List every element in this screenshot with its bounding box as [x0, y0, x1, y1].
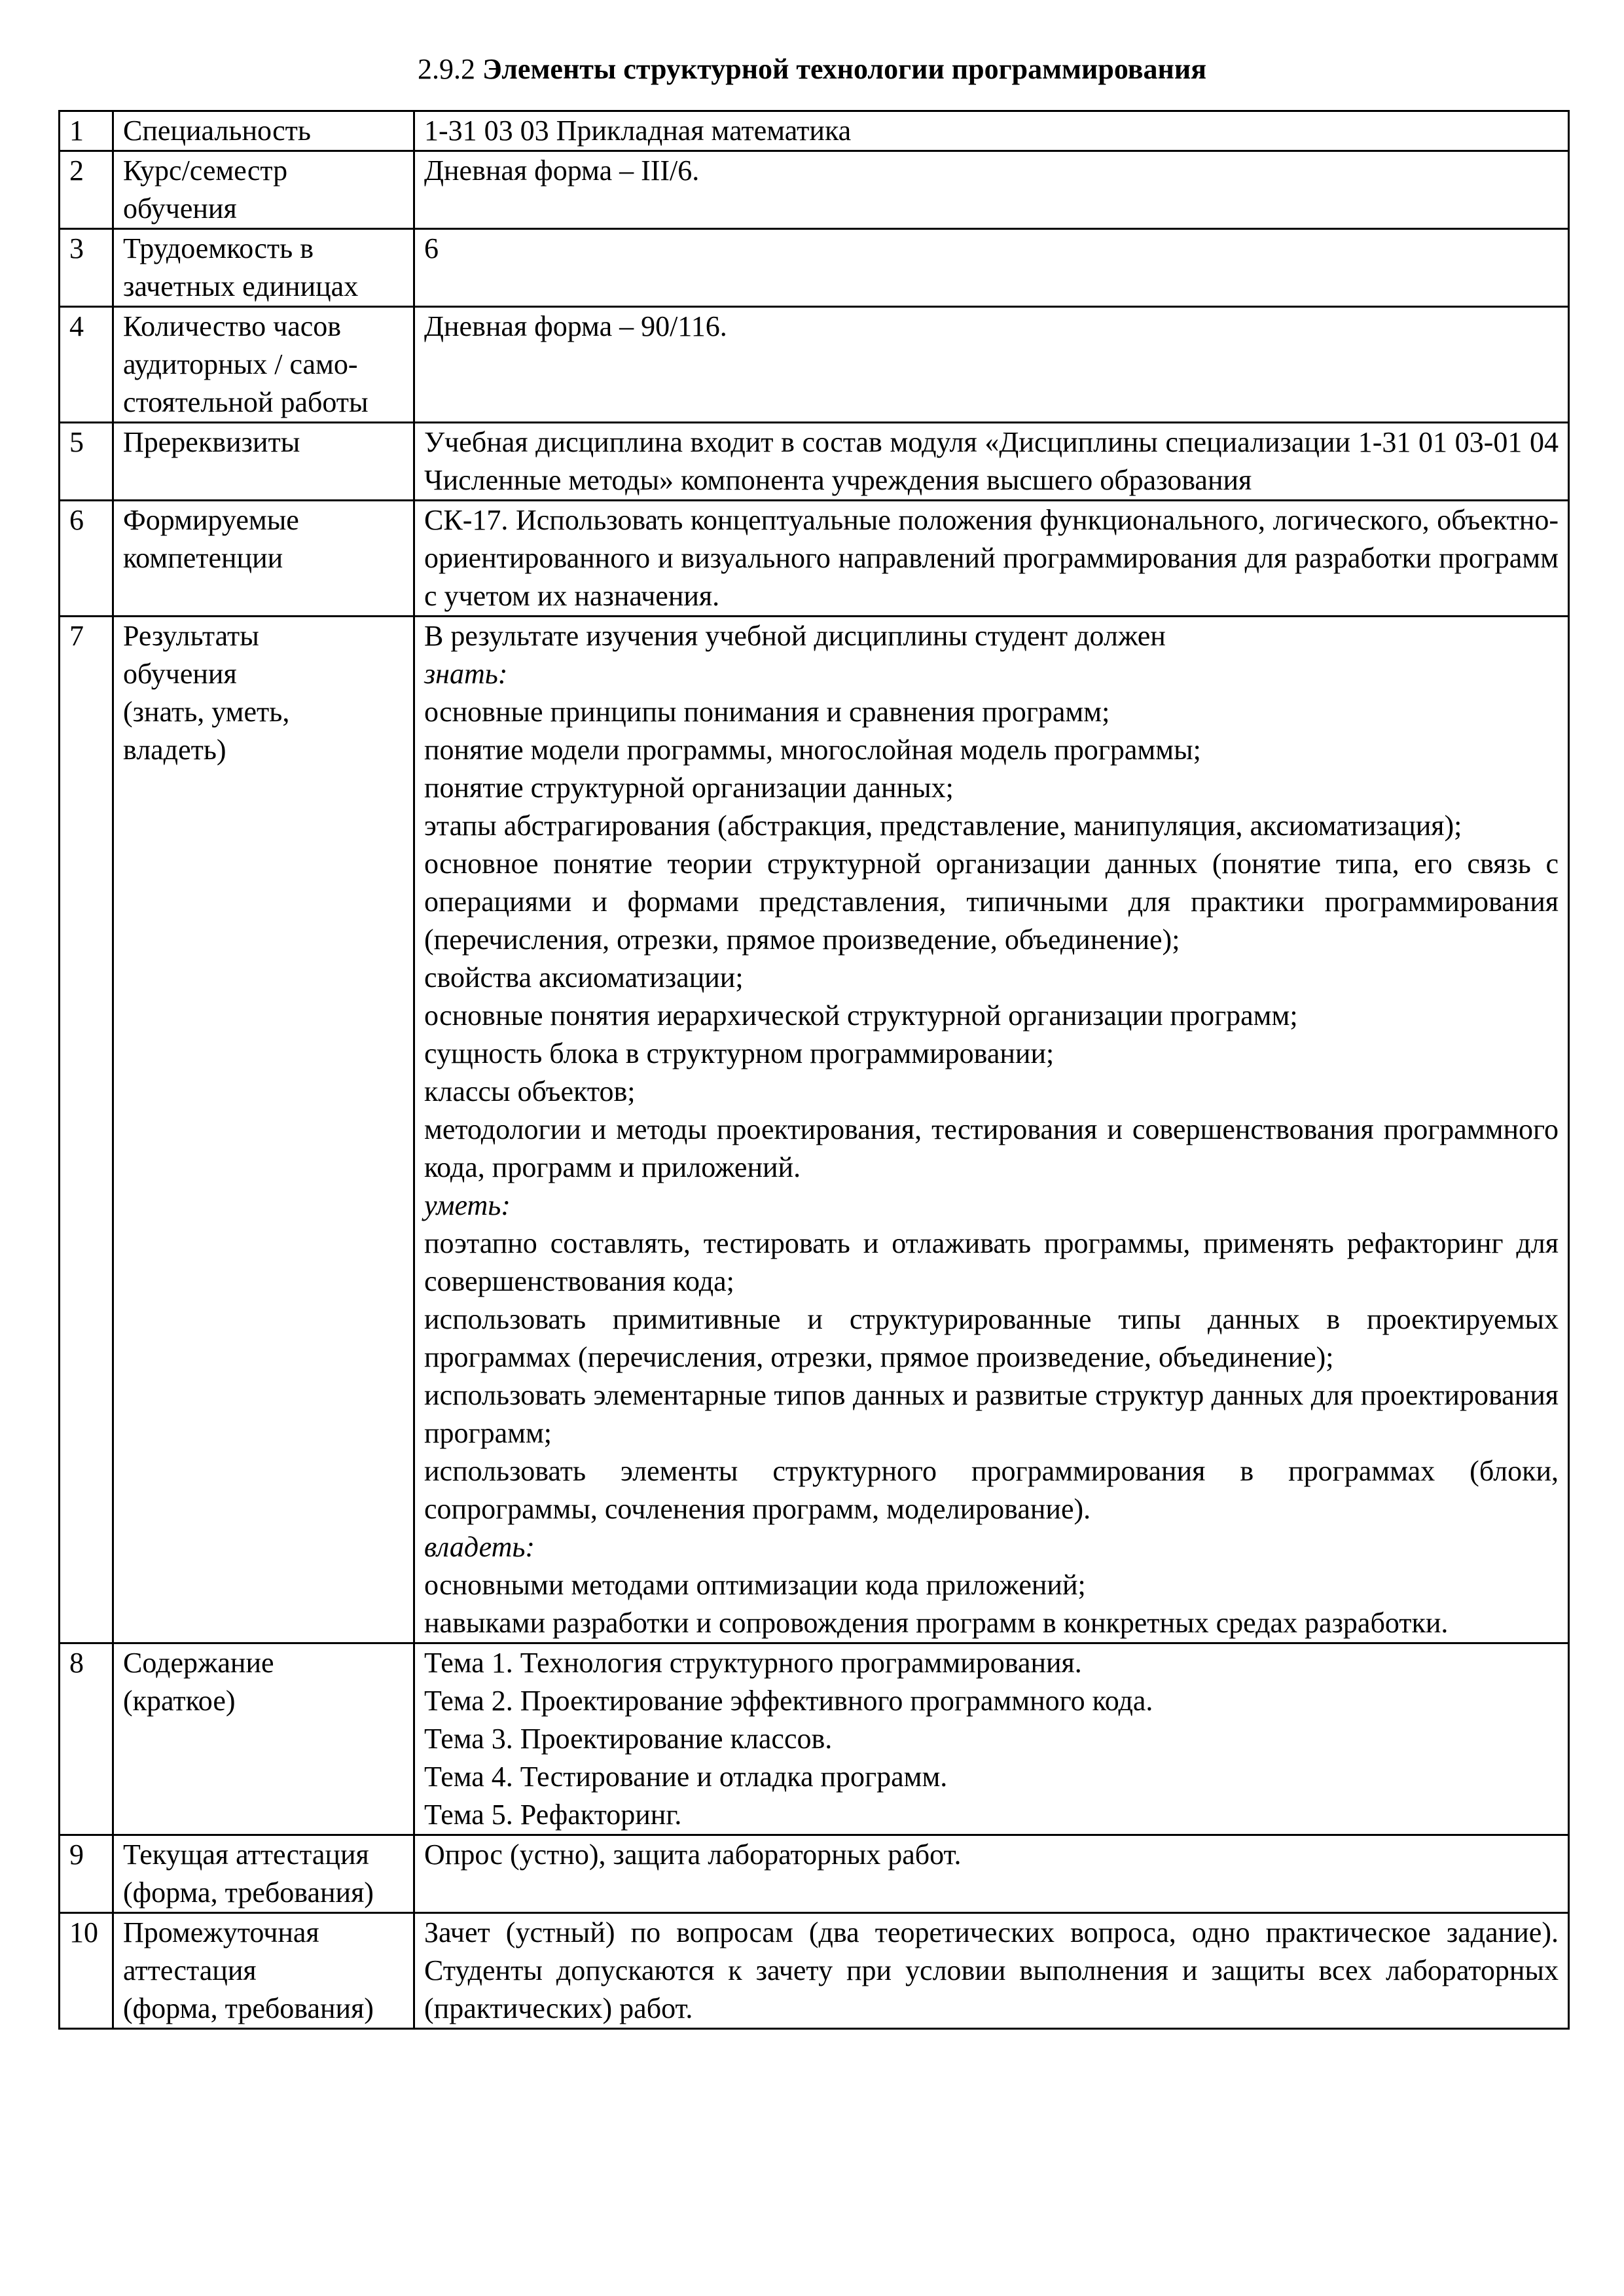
row-value: СК-17. Использовать концептуальные положения функционального, логического, объектно-ориентированного и визуального направлений программирования для разработки программ с учетом их назначения. — [414, 501, 1569, 617]
row-number: 10 — [60, 1913, 113, 2029]
knowledge-heading: знать: — [424, 658, 508, 690]
row-label: Специальность — [113, 111, 414, 151]
table-row — [60, 1913, 1569, 2029]
row-number: 2 — [60, 151, 113, 229]
skills-heading: уметь: — [424, 1189, 511, 1221]
row-label: Содержание (краткое) — [113, 1643, 414, 1835]
table-row — [60, 307, 1569, 423]
row-number: 1 — [60, 111, 113, 151]
table-row — [60, 111, 1569, 151]
row-value: Зачет (устный) по вопросам (два теоретических вопроса, одно практическое задание). Студенты допускаются к зачету при условии выполнения и защиты всех лабораторных (практических) работ. — [414, 1913, 1569, 2029]
row-value: Тема 1. Технология структурного программирования. Тема 2. Проектирование эффективного программного кода. Тема 3. Проектирование классов. Тема 4. Тестирование и отладка программ. Тема 5. Рефакторинг. — [414, 1643, 1569, 1835]
row-number: 4 — [60, 307, 113, 423]
row-number: 3 — [60, 229, 113, 307]
row-label: Трудоемкость в зачетных единицах — [113, 229, 414, 307]
row-value: Учебная дисциплина входит в состав модуля «Дисциплины специализации 1-31 01 03-01 04 Численные методы» компонента учреждения высшего образования — [414, 423, 1569, 501]
table-row — [60, 1835, 1569, 1913]
row-label: Промежуточная аттестация (форма, требования) — [113, 1913, 414, 2029]
table-row — [60, 617, 1569, 1643]
row-label: Количество часов аудиторных / само- стоятельной работы — [113, 307, 414, 423]
row-value: 6 — [414, 229, 1569, 307]
row-label: Курс/семестр обучения — [113, 151, 414, 229]
page-title — [0, 51, 1624, 88]
section-name: Элементы структурной технологии программирования — [482, 53, 1207, 85]
table-row — [60, 229, 1569, 307]
row-number: 9 — [60, 1835, 113, 1913]
row-number: 6 — [60, 501, 113, 617]
table-row — [60, 501, 1569, 617]
section-number: 2.9.2 — [417, 53, 475, 85]
row-label: Формируемые компетенции — [113, 501, 414, 617]
mastery-heading: владеть: — [424, 1531, 535, 1563]
row-value: Дневная форма – 90/116. — [414, 307, 1569, 423]
row-value: В результате изучения учебной дисциплины студент должен знать: основные принципы понимания и сравнения программ; понятие модели программы, многослойная модель программы; понятие структурной организации данных; этапы абстрагирования (абстракция, представление, манипуляция, аксиоматизация); основное понятие теории структурной организации данных (понятие типа, его связь с операциями и формами представления, типичными для практики программирования (перечисления, отрезки, прямое произведение, объединение); свойства аксиоматизации; основные понятия иерархической структурной организации программ; сущность блока в структурном программировании; классы объектов; методологии и методы проектирования, тестирования и совершенствования программного кода, программ и приложений. уметь: поэтапно составлять, тестировать и отлаживать программы, применять рефакторинг для совершенствования кода; использовать примитивные и структурированные типы данных в проектируемых программах (перечисления, отрезки, прямое произведение, объединение); использовать элементарные типов данных и развитые структур данных для проектирования программ; использовать элементы структурного программирования в программах (блоки, сопрограммы, сочленения программ, моделирование). владеть: основными методами оптимизации кода приложений; навыками разработки и сопровождения программ в конкретных средах разработки. — [414, 617, 1569, 1643]
row-label: Пререквизиты — [113, 423, 414, 501]
row-value: Дневная форма – III/6. — [414, 151, 1569, 229]
row-value: 1-31 03 03 Прикладная математика — [414, 111, 1569, 151]
row-value: Опрос (устно), защита лабораторных работ. — [414, 1835, 1569, 1913]
course-info-table — [58, 110, 1570, 2030]
row-label: Результаты обучения (знать, уметь, владеть) — [113, 617, 414, 1643]
row-number: 5 — [60, 423, 113, 501]
table-row — [60, 1643, 1569, 1835]
row-label: Текущая аттестация (форма, требования) — [113, 1835, 414, 1913]
row-number: 7 — [60, 617, 113, 1643]
table-row — [60, 151, 1569, 229]
table-row — [60, 423, 1569, 501]
row-number: 8 — [60, 1643, 113, 1835]
